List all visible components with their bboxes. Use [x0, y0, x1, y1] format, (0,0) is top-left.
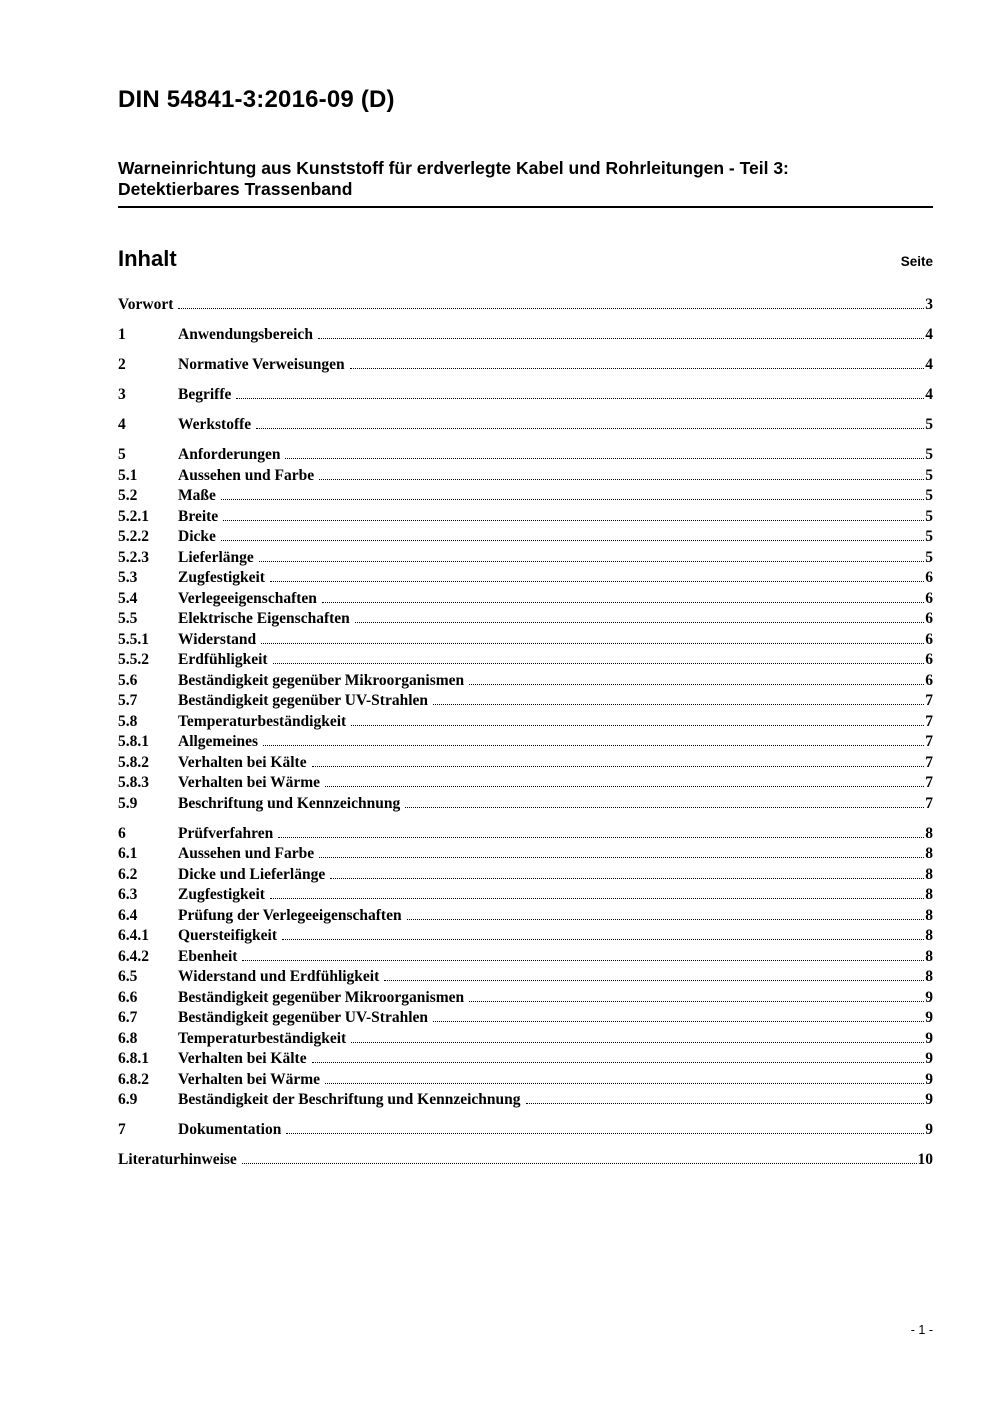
- toc-entry[interactable]: [118, 1008, 933, 1029]
- toc-leader-dots: [312, 766, 925, 767]
- toc-entry-title: Literaturhinweise: [118, 1151, 237, 1168]
- toc-entry-page: 6: [925, 651, 933, 668]
- toc-entry-page: 9: [925, 1091, 933, 1108]
- toc-entry-title: Dicke und Lieferlänge: [178, 865, 326, 883]
- toc-entry[interactable]: [118, 712, 933, 733]
- toc-leader-dots: [312, 1062, 925, 1063]
- toc-header: [118, 245, 933, 272]
- toc-entry-page: 4: [925, 326, 933, 343]
- toc-entry[interactable]: [118, 906, 933, 927]
- toc-leader-dots: [270, 581, 924, 582]
- toc-list: [118, 295, 933, 1171]
- toc-leader-dots: [259, 561, 924, 562]
- toc-entry[interactable]: [118, 1120, 933, 1141]
- toc-leader-dots: [178, 308, 924, 309]
- toc-entry-number: 4: [118, 416, 126, 433]
- toc-entry-title: Zugfestigkeit: [178, 569, 265, 586]
- toc-heading: Inhalt: [118, 246, 177, 271]
- toc-entry-title: Beständigkeit gegenüber UV-Strahlen: [178, 692, 429, 709]
- toc-entry-number: 6.9: [118, 1091, 138, 1108]
- toc-entry-page: 10: [917, 1151, 933, 1168]
- toc-leader-dots: [319, 857, 924, 858]
- toc-entry-title: Zugfestigkeit: [178, 886, 265, 903]
- toc-entry-number: 5.1: [118, 466, 138, 484]
- toc-entry-page: 8: [925, 927, 933, 944]
- toc-entry-page: 5: [925, 446, 933, 463]
- toc-entry-title: Maße: [178, 487, 216, 504]
- toc-entry[interactable]: [118, 1150, 933, 1171]
- toc-entry-title: Temperaturbeständigkeit: [178, 1029, 347, 1047]
- toc-entry-number: 6.5: [118, 968, 138, 985]
- toc-entry-number: 5.5: [118, 610, 138, 627]
- toc-entry-number: 3: [118, 386, 126, 403]
- toc-entry-title: Aussehen und Farbe: [178, 845, 315, 862]
- toc-page-column-label: Seite: [900, 254, 933, 269]
- toc-entry[interactable]: [118, 967, 933, 988]
- toc-entry-number: 6.1: [118, 845, 138, 862]
- toc-entry-page: 5: [925, 528, 933, 545]
- toc-entry-number: 5.2: [118, 487, 138, 504]
- toc-entry-page: 7: [925, 712, 933, 730]
- toc-entry-title: Verhalten bei Kälte: [178, 1050, 307, 1067]
- toc-entry-page: 5: [925, 487, 933, 504]
- toc-leader-dots: [325, 1083, 924, 1084]
- toc-entry-page: 9: [925, 1070, 933, 1088]
- toc-entry-number: 5.4: [118, 589, 138, 607]
- toc-leader-dots: [242, 1163, 917, 1164]
- toc-entry[interactable]: [118, 1049, 933, 1070]
- toc-entry[interactable]: [118, 445, 933, 466]
- toc-entry-title: Lieferlänge: [178, 548, 254, 566]
- toc-entry-page: 8: [925, 906, 933, 924]
- toc-entry-number: 5.9: [118, 794, 138, 812]
- toc-leader-dots: [256, 428, 924, 429]
- toc-entry-page: 6: [925, 610, 933, 627]
- toc-entry[interactable]: [118, 885, 933, 906]
- toc-entry[interactable]: [118, 865, 933, 886]
- toc-leader-dots: [407, 919, 925, 920]
- toc-entry-number: 6.4.1: [118, 927, 149, 944]
- toc-entry-title: Beständigkeit der Beschriftung und Kennzeichnung: [178, 1091, 521, 1108]
- toc-entry-number: 5.5.1: [118, 630, 149, 648]
- toc-entry-page: 8: [925, 865, 933, 883]
- toc-entry-title: Begriffe: [178, 386, 232, 403]
- page-content: [118, 0, 933, 1171]
- toc-entry-number: 6.8: [118, 1029, 138, 1047]
- toc-entry[interactable]: [118, 844, 933, 865]
- toc-leader-dots: [221, 499, 924, 500]
- toc-entry[interactable]: [118, 589, 933, 610]
- toc-entry-page: 6: [925, 569, 933, 586]
- toc-entry-number: 6.8.1: [118, 1050, 149, 1067]
- toc-entry-title: Erdfühligkeit: [178, 651, 268, 668]
- toc-entry-title: Beschriftung und Kennzeichnung: [178, 794, 401, 812]
- toc-entry-number: 6.3: [118, 886, 138, 903]
- toc-leader-dots: [270, 898, 924, 899]
- toc-leader-dots: [322, 602, 924, 603]
- toc-leader-dots: [469, 1001, 924, 1002]
- toc-leader-dots: [236, 398, 924, 399]
- toc-entry-number: 6.7: [118, 1009, 138, 1026]
- toc-entry-number: 5.2.1: [118, 507, 149, 525]
- toc-entry-title: Breite: [178, 507, 219, 525]
- toc-entry-page: 4: [925, 386, 933, 403]
- toc-entry-page: 5: [925, 507, 933, 525]
- toc-leader-dots: [285, 458, 924, 459]
- toc-entry[interactable]: [118, 486, 933, 507]
- toc-entry[interactable]: [118, 988, 933, 1009]
- toc-entry[interactable]: [118, 794, 933, 815]
- toc-entry[interactable]: [118, 753, 933, 774]
- toc-entry-number: 5.5.2: [118, 651, 149, 668]
- toc-leader-dots: [350, 368, 925, 369]
- toc-entry-title: Verhalten bei Wärme: [178, 1070, 321, 1088]
- toc-entry-number: 6.4: [118, 906, 138, 924]
- toc-entry-number: 6.6: [118, 988, 138, 1006]
- toc-leader-dots: [351, 725, 924, 726]
- toc-entry-number: 5: [118, 446, 126, 463]
- toc-entry-number: 5.6: [118, 671, 138, 689]
- toc-entry-page: 3: [925, 296, 933, 313]
- toc-entry[interactable]: [118, 732, 933, 753]
- toc-leader-dots: [318, 338, 924, 339]
- toc-entry-title: Verhalten bei Kälte: [178, 753, 307, 771]
- toc-entry-page: 9: [925, 988, 933, 1006]
- toc-leader-dots: [278, 837, 924, 838]
- toc-leader-dots: [221, 540, 924, 541]
- document-title-line1: Warneinrichtung aus Kunststoff für erdverlegte Kabel und Rohrleitungen - Teil 3:: [118, 158, 789, 178]
- toc-entry-number: 5.8: [118, 712, 138, 730]
- toc-entry[interactable]: [118, 466, 933, 487]
- toc-entry-title: Anforderungen: [178, 446, 281, 463]
- toc-entry-number: 6.8.2: [118, 1070, 149, 1088]
- toc-entry-title: Normative Verweisungen: [178, 356, 345, 373]
- toc-leader-dots: [384, 980, 924, 981]
- toc-entry-page: 9: [925, 1029, 933, 1047]
- toc-leader-dots: [355, 622, 924, 623]
- document-title: [118, 158, 933, 208]
- toc-entry-title: Temperaturbeständigkeit: [178, 712, 347, 730]
- toc-entry-title: Beständigkeit gegenüber Mikroorganismen: [178, 671, 465, 689]
- toc-leader-dots: [286, 1133, 924, 1134]
- toc-entry[interactable]: [118, 568, 933, 589]
- toc-entry[interactable]: [118, 355, 933, 376]
- toc-entry[interactable]: [118, 385, 933, 406]
- toc-entry-number: 5.8.2: [118, 753, 149, 771]
- toc-leader-dots: [433, 1021, 924, 1022]
- toc-entry-number: 6: [118, 824, 126, 842]
- toc-entry-page: 8: [925, 824, 933, 842]
- toc-entry-page: 6: [925, 671, 933, 689]
- toc-entry-number: 6.2: [118, 865, 138, 883]
- toc-entry-title: Verlegeeigenschaften: [178, 589, 317, 607]
- toc-entry[interactable]: [118, 507, 933, 528]
- toc-leader-dots: [261, 643, 924, 644]
- toc-entry-number: 5.8.1: [118, 733, 149, 750]
- toc-entry[interactable]: [118, 773, 933, 794]
- toc-leader-dots: [282, 939, 924, 940]
- toc-entry-title: Ebenheit: [178, 947, 238, 965]
- toc-leader-dots: [469, 684, 924, 685]
- toc-entry[interactable]: [118, 415, 933, 436]
- toc-entry-page: 9: [925, 1009, 933, 1026]
- toc-entry[interactable]: [118, 1029, 933, 1050]
- toc-entry-number: 1: [118, 326, 126, 343]
- toc-entry[interactable]: [118, 609, 933, 630]
- toc-entry-title: Anwendungsbereich: [178, 326, 313, 343]
- toc-entry-number: 6.4.2: [118, 947, 149, 965]
- toc-entry-page: 7: [925, 794, 933, 812]
- toc-entry-page: 4: [925, 356, 933, 373]
- toc-entry[interactable]: [118, 1090, 933, 1111]
- toc-entry[interactable]: [118, 650, 933, 671]
- toc-entry-number: 5.7: [118, 692, 138, 709]
- toc-entry-number: 7: [118, 1121, 126, 1138]
- toc-entry[interactable]: [118, 548, 933, 569]
- toc-entry-title: Elektrische Eigenschaften: [178, 610, 350, 627]
- toc-entry[interactable]: [118, 824, 933, 845]
- toc-entry-title: Dokumentation: [178, 1121, 282, 1138]
- toc-leader-dots: [405, 807, 924, 808]
- toc-leader-dots: [526, 1103, 925, 1104]
- toc-entry-page: 8: [925, 886, 933, 903]
- toc-entry-title: Prüfverfahren: [178, 824, 274, 842]
- toc-entry[interactable]: [118, 947, 933, 968]
- toc-entry-page: 6: [925, 630, 933, 648]
- toc-entry-title: Vorwort: [118, 296, 174, 313]
- toc-entry[interactable]: [118, 295, 933, 316]
- toc-entry-title: Quersteifigkeit: [178, 927, 278, 944]
- toc-leader-dots: [273, 663, 925, 664]
- toc-entry-page: 7: [925, 733, 933, 750]
- toc-entry-title: Dicke: [178, 528, 216, 545]
- toc-entry-page: 9: [925, 1050, 933, 1067]
- toc-entry-number: 5.2.3: [118, 548, 149, 566]
- toc-entry-title: Aussehen und Farbe: [178, 466, 315, 484]
- toc-entry-title: Widerstand: [178, 630, 257, 648]
- toc-leader-dots: [433, 704, 924, 705]
- toc-entry-page: 5: [925, 416, 933, 433]
- toc-entry[interactable]: [118, 527, 933, 548]
- toc-entry-title: Allgemeines: [178, 733, 259, 750]
- toc-entry-number: 5.8.3: [118, 774, 149, 791]
- toc-entry-number: 2: [118, 356, 126, 373]
- toc-entry-number: 5.3: [118, 569, 138, 586]
- toc-entry-page: 8: [925, 947, 933, 965]
- toc-entry-page: 5: [925, 466, 933, 484]
- document-number-heading: DIN 54841-3:2016-09 (D): [118, 86, 395, 113]
- toc-entry-page: 9: [925, 1121, 933, 1138]
- toc-entry-page: 6: [925, 589, 933, 607]
- toc-entry-title: Verhalten bei Wärme: [178, 774, 321, 791]
- toc-entry-page: 5: [925, 548, 933, 566]
- toc-entry-page: 7: [925, 692, 933, 709]
- toc-leader-dots: [319, 479, 924, 480]
- toc-entry-title: Werkstoffe: [178, 416, 252, 433]
- toc-leader-dots: [223, 520, 924, 521]
- toc-entry[interactable]: [118, 325, 933, 346]
- toc-leader-dots: [325, 786, 924, 787]
- toc-entry-title: Prüfung der Verlegeeigenschaften: [178, 906, 402, 924]
- toc-entry[interactable]: [118, 630, 933, 651]
- page-number-footer: - 1 -: [910, 1323, 933, 1337]
- toc-entry-title: Beständigkeit gegenüber Mikroorganismen: [178, 988, 465, 1006]
- toc-entry-page: 8: [925, 968, 933, 985]
- toc-leader-dots: [351, 1042, 924, 1043]
- toc-entry-page: 7: [925, 774, 933, 791]
- toc-entry-number: 5.2.2: [118, 528, 149, 545]
- toc-entry[interactable]: [118, 926, 933, 947]
- toc-entry[interactable]: [118, 1070, 933, 1091]
- toc-entry-page: 8: [925, 845, 933, 862]
- toc-leader-dots: [263, 745, 924, 746]
- document-title-line2: Detektierbares Trassenband: [118, 179, 353, 199]
- toc-entry[interactable]: [118, 691, 933, 712]
- toc-entry-title: Beständigkeit gegenüber UV-Strahlen: [178, 1009, 429, 1026]
- toc-leader-dots: [330, 878, 924, 879]
- toc-entry[interactable]: [118, 671, 933, 692]
- toc-leader-dots: [242, 960, 924, 961]
- toc-entry-title: Widerstand und Erdfühligkeit: [178, 968, 380, 985]
- toc-entry-page: 7: [925, 753, 933, 771]
